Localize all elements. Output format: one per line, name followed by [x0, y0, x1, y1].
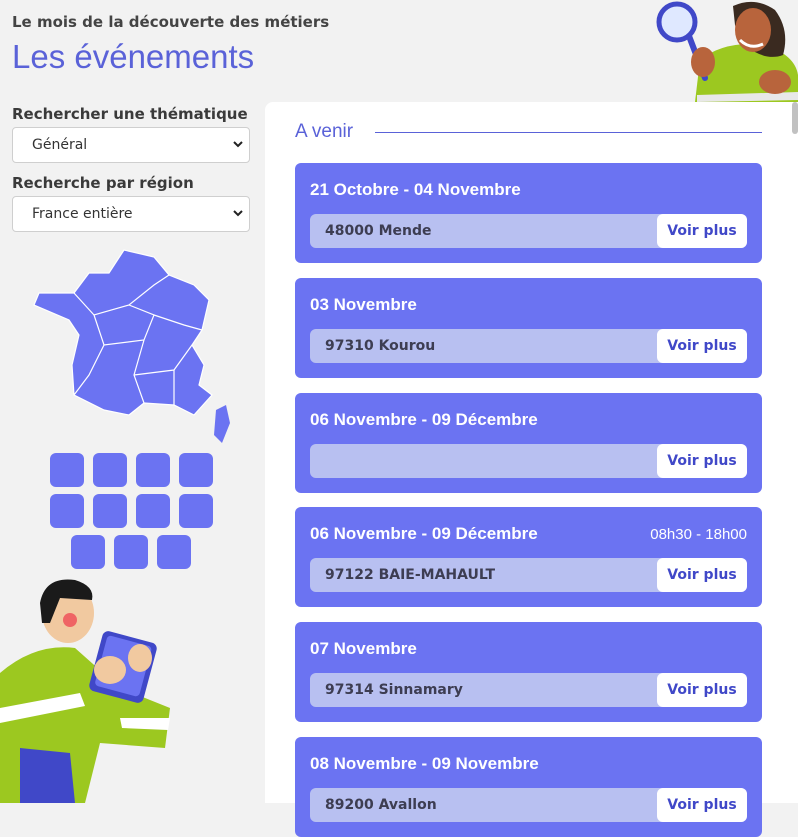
voir-plus-button[interactable]: Voir plus — [657, 673, 747, 707]
event-location-bar — [310, 788, 747, 822]
event-location-bar — [310, 673, 747, 707]
event-location-bar — [310, 329, 747, 363]
event-time: 08h30 - 18h00 — [650, 526, 747, 543]
voir-plus-button[interactable]: Voir plus — [657, 329, 747, 363]
region-select[interactable] — [12, 196, 250, 232]
region-tile-martinique[interactable] — [93, 453, 127, 487]
theme-select-value: Général — [32, 137, 88, 153]
chevron-down-icon — [233, 139, 243, 149]
event-date: 07 Novembre — [310, 639, 417, 658]
event-location-bar — [310, 558, 747, 592]
man-phone-illustration — [0, 578, 180, 803]
region-tile-guadeloupe[interactable] — [50, 453, 84, 487]
upcoming-section-title: A venir — [295, 121, 354, 142]
event-location: 48000 Mende — [325, 223, 432, 239]
region-tile-guyane[interactable] — [179, 453, 213, 487]
event-date: 21 Octobre - 04 Novembre — [310, 180, 521, 199]
event-card — [295, 737, 762, 837]
event-card — [295, 507, 762, 607]
region-tile-saint-martin[interactable] — [136, 453, 170, 487]
region-select-value: France entière — [32, 206, 133, 222]
event-card — [295, 622, 762, 722]
chevron-down-icon — [233, 208, 243, 218]
event-location-bar — [310, 214, 747, 248]
page-title: Les événements — [12, 38, 255, 75]
voir-plus-button[interactable]: Voir plus — [657, 558, 747, 592]
scrollbar-thumb[interactable] — [792, 102, 798, 134]
voir-plus-button[interactable]: Voir plus — [657, 444, 747, 478]
region-tile-mayotte[interactable] — [50, 494, 84, 528]
voir-plus-button[interactable]: Voir plus — [657, 788, 747, 822]
event-date: 03 Novembre — [310, 295, 417, 314]
event-card — [295, 393, 762, 493]
theme-select[interactable] — [12, 127, 250, 163]
voir-plus-button[interactable]: Voir plus — [657, 214, 747, 248]
event-location-bar — [310, 444, 747, 478]
event-location: 97310 Kourou — [325, 338, 436, 354]
region-tile-wallis[interactable] — [114, 535, 148, 569]
event-date: 08 Novembre - 09 Novembre — [310, 754, 539, 773]
region-tile-reunion[interactable] — [71, 535, 105, 569]
event-date: 06 Novembre - 09 Décembre — [310, 410, 538, 429]
event-location: 97122 BAIE-MAHAULT — [325, 567, 496, 583]
region-tile-saint-pierre[interactable] — [93, 494, 127, 528]
region-filter-label: Recherche par région — [12, 174, 194, 192]
event-date: 06 Novembre - 09 Décembre — [310, 524, 538, 543]
page-kicker: Le mois de la découverte des métiers — [12, 13, 330, 31]
event-location: 97314 Sinnamary — [325, 682, 463, 698]
events-panel — [265, 102, 798, 813]
region-tile-saint-barthelemy[interactable] — [157, 535, 191, 569]
event-card — [295, 278, 762, 378]
woman-magnifier-illustration — [655, 0, 798, 102]
section-divider — [375, 132, 762, 133]
event-location: 89200 Avallon — [325, 797, 437, 813]
region-tile-polynesie[interactable] — [136, 494, 170, 528]
france-regions-map[interactable] — [34, 245, 234, 445]
theme-filter-label: Rechercher une thématique — [12, 105, 248, 123]
region-tile-nouvelle-caledonie[interactable] — [179, 494, 213, 528]
event-card — [295, 163, 762, 263]
